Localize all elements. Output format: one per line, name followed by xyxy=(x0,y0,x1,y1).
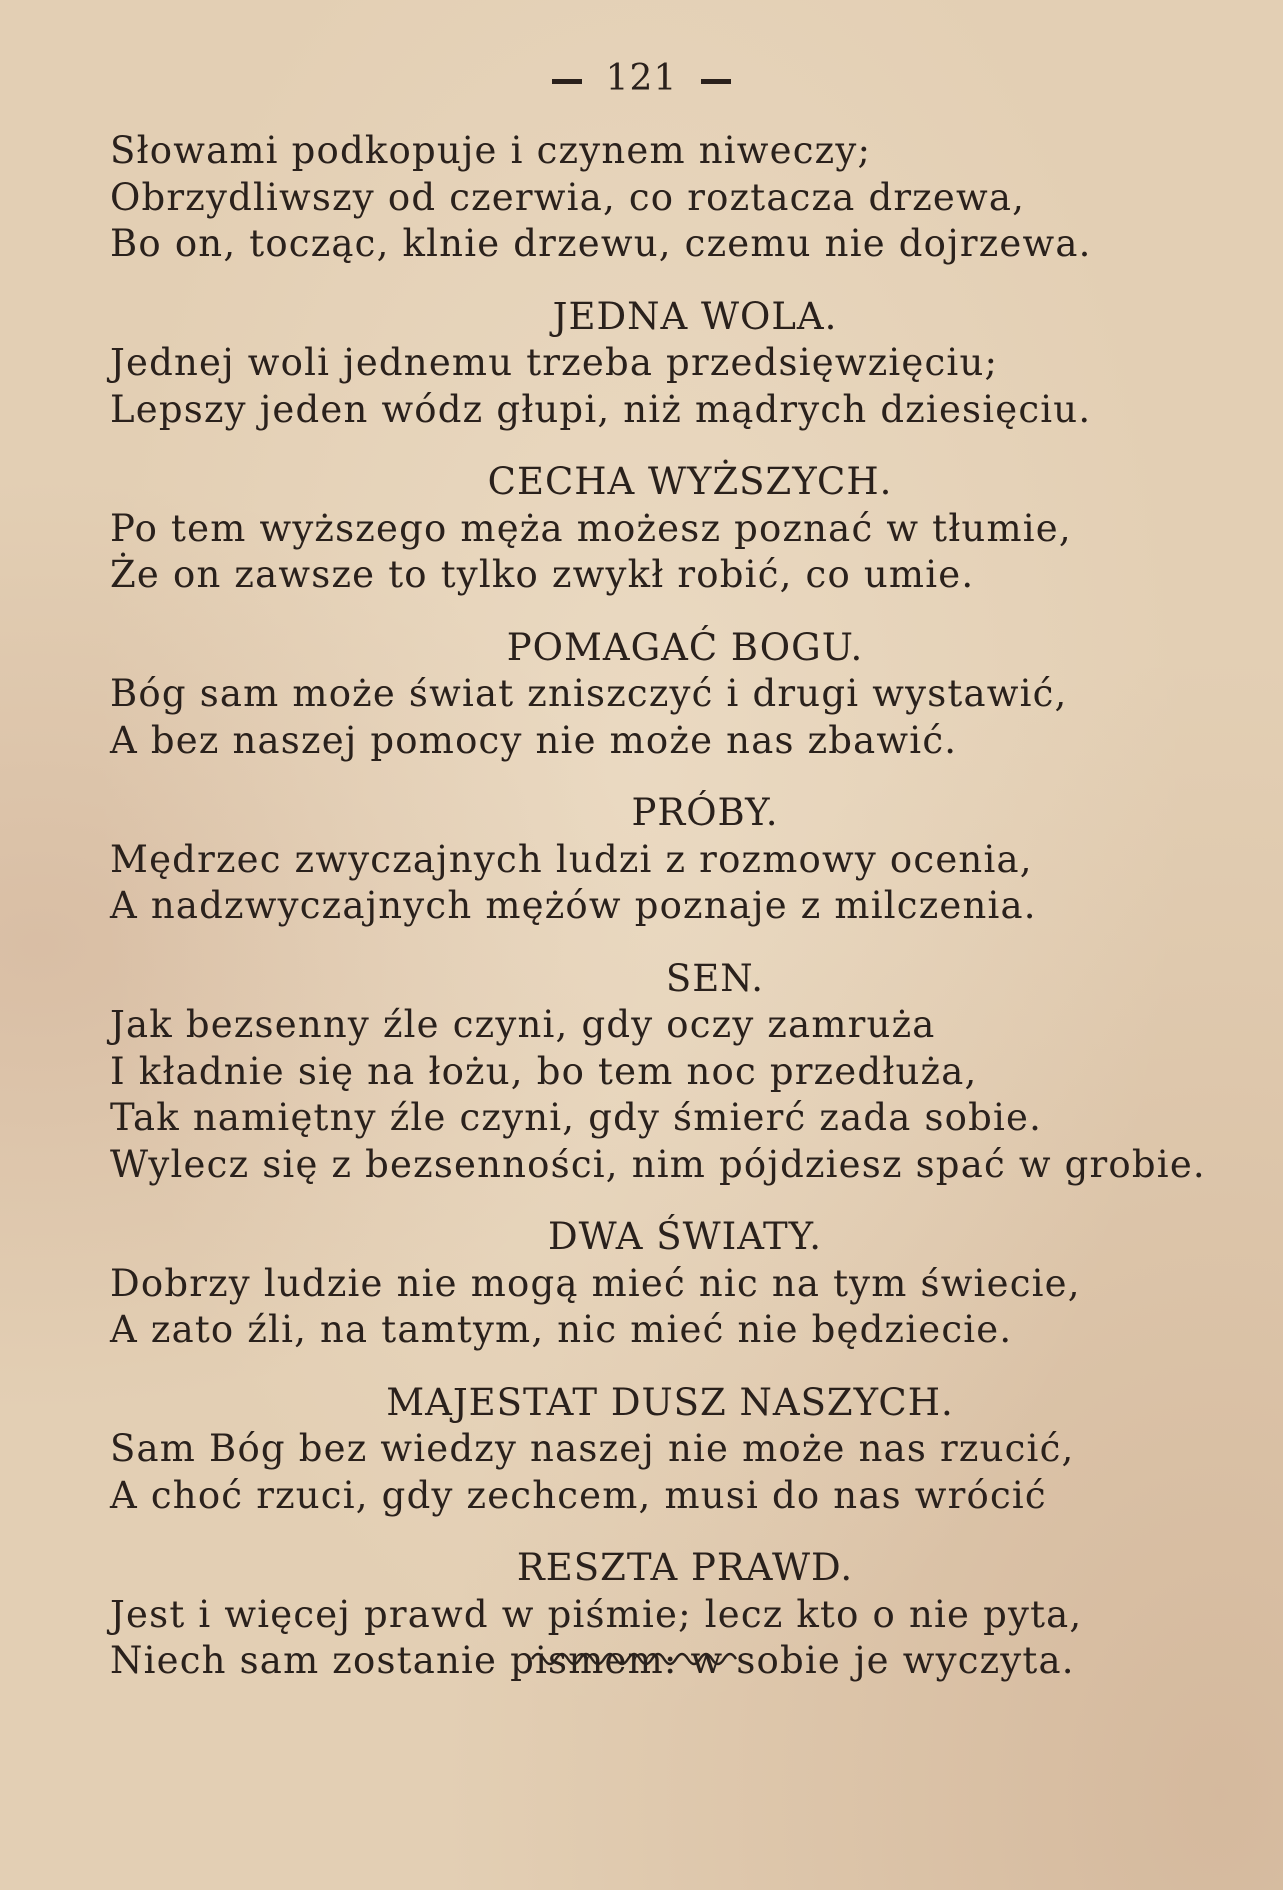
verse-line: Bo on, tocząc, klnie drzewu, czemu nie dojrzewa. xyxy=(110,222,1092,265)
epigram-section xyxy=(110,128,1170,268)
verse-line: Po tem wyższego męża możesz poznać w tłumie, xyxy=(110,506,1072,550)
epigram-section xyxy=(110,625,1170,765)
page-number: 121 xyxy=(605,58,678,99)
verse-line: Dobrzy ludzie nie mogą mieć nic na tym świecie, xyxy=(110,1261,1081,1305)
verse-line: Sam Bóg bez wiedzy naszej nie może nas rzucić, xyxy=(110,1427,1075,1470)
section-title: PRÓBY. xyxy=(631,791,779,834)
verse-line: Mędrzec zwyczajnych ludzi z rozmowy ocenia, xyxy=(110,837,1033,881)
epigram-section xyxy=(110,294,1170,434)
poem-body xyxy=(110,128,1206,1685)
epigram-section xyxy=(110,956,1206,1189)
epigram-section xyxy=(110,790,1170,930)
section-title: SEN. xyxy=(665,956,765,1000)
section-title: CECHA WYŻSZYCH. xyxy=(487,460,893,503)
verse-line: A zato źli, na tamtym, nic mieć nie będziecie. xyxy=(110,1308,1013,1351)
section-title: JEDNA WOLA. xyxy=(552,294,838,338)
section-title: POMAGAĆ BOGU. xyxy=(506,625,864,669)
verse-line: Obrzydliwszy od czerwia, co roztacza drzewa, xyxy=(110,175,1026,219)
verse-line: Że on zawsze to tylko zwykł robić, co umie. xyxy=(110,553,975,596)
verse-line: A choć rzuci, gdy zechcem, musi do nas wrócić xyxy=(110,1473,1047,1517)
epigram-section xyxy=(110,459,1170,599)
verse-line: Jednej woli jednemu trzeba przedsięwzięciu; xyxy=(110,341,999,384)
verse-line: A bez naszej pomocy nie może nas zbawić. xyxy=(110,718,958,762)
verse-line: Lepszy jeden wódz głupi, niż mądrych dziesięciu. xyxy=(110,387,1092,431)
verse-line: Tak namiętny źle czyni, gdy śmierć zada sobie. xyxy=(110,1096,1043,1139)
epigram-section xyxy=(110,1214,1170,1354)
section-title: RESZTA PRAWD. xyxy=(516,1546,854,1589)
page-header xyxy=(0,58,1283,99)
verse-line: Jak bezsenny źle czyni, gdy oczy zamruża xyxy=(110,1003,936,1046)
end-ornament xyxy=(530,1647,745,1667)
section-title: MAJESTAT DUSZ NASZYCH. xyxy=(386,1380,954,1424)
header-dash-left xyxy=(552,79,582,84)
verse-line: Jest i więcej prawd w piśmie; lecz kto o nie pyta, xyxy=(110,1592,1083,1636)
verse-line: Słowami podkopuje i czynem niweczy; xyxy=(110,129,872,172)
verse-line: A nadzwyczajnych mężów poznaje z milczenia. xyxy=(110,884,1037,927)
verse-line: Bóg sam może świat zniszczyć i drugi wystawić, xyxy=(110,672,1068,715)
verse-line: Wylecz się z bezsenności, nim pójdziesz spać w grobie. xyxy=(110,1142,1206,1186)
header-dash-right xyxy=(701,79,731,84)
epigram-section xyxy=(110,1380,1170,1520)
verse-line: I kładnie się na łożu, bo tem noc przedłuża, xyxy=(110,1049,978,1093)
section-title: DWA ŚWIATY. xyxy=(547,1215,823,1258)
verse-line: Niech sam zostanie pismem: w sobie je wyczyta. xyxy=(110,1639,1075,1682)
